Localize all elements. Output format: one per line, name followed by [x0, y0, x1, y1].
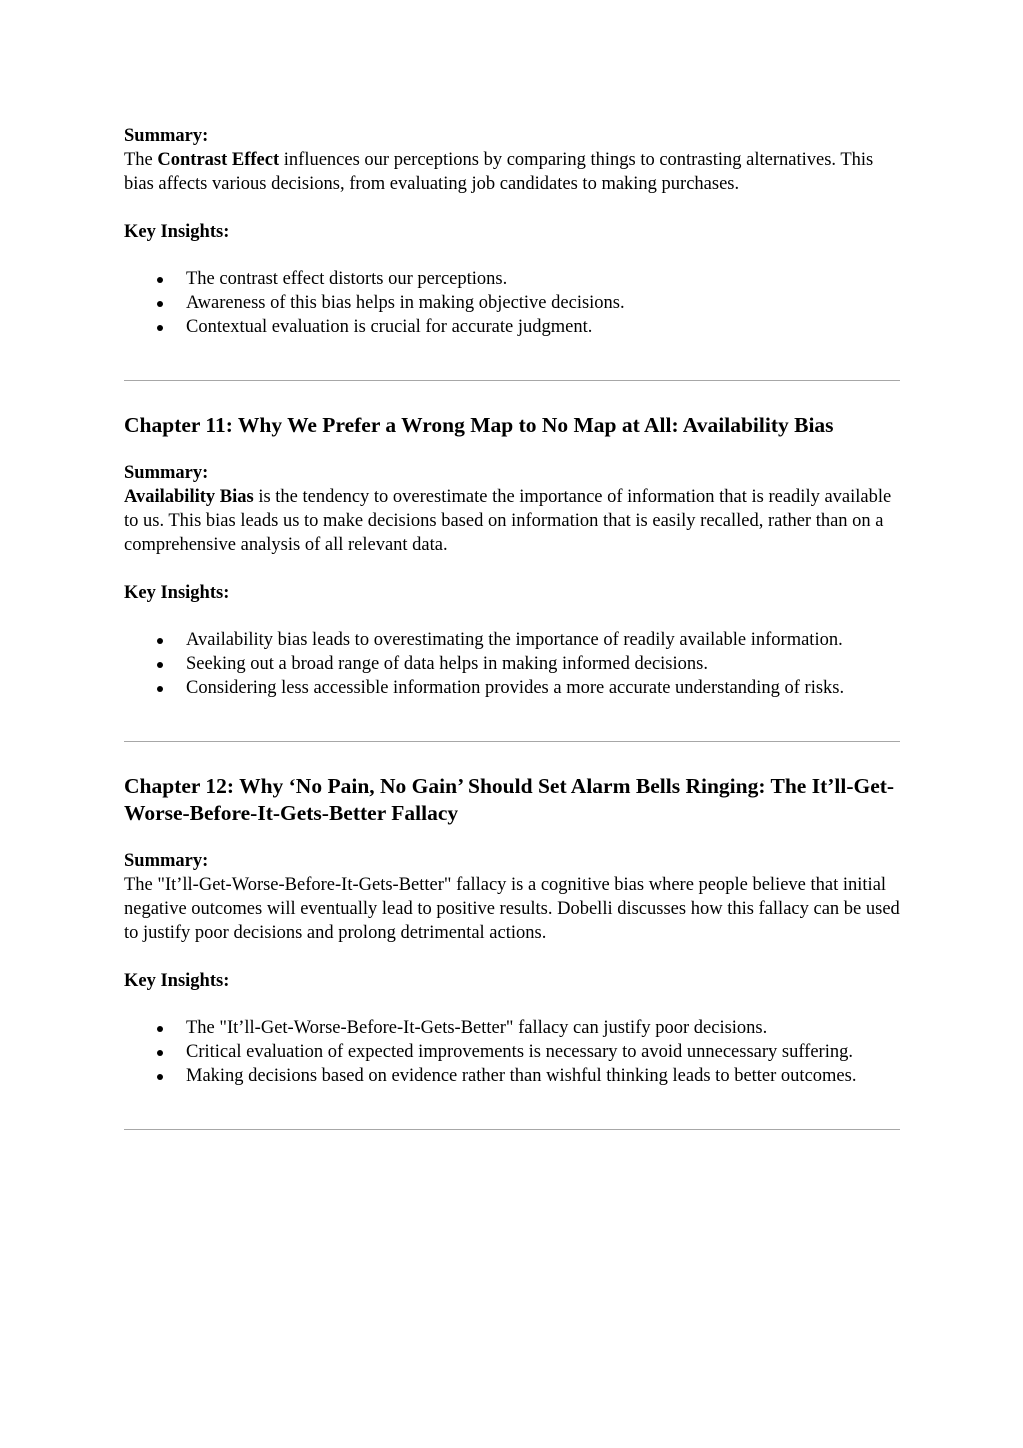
- list-item: Considering less accessible information provides a more accurate understanding of risks.: [186, 676, 900, 700]
- key-insights-list: [124, 1016, 900, 1088]
- list-item: Contextual evaluation is crucial for accurate judgment.: [186, 315, 900, 339]
- chapter-12-section: [124, 773, 900, 1088]
- key-insights-list: [124, 628, 900, 700]
- list-item: Critical evaluation of expected improvements is necessary to avoid unnecessary suffering.: [186, 1040, 900, 1064]
- list-item: Availability bias leads to overestimating the importance of readily available information.: [186, 628, 900, 652]
- list-item: Awareness of this bias helps in making objective decisions.: [186, 291, 900, 315]
- term-availability-bias: Availability Bias: [124, 487, 254, 507]
- list-item: The contrast effect distorts our perceptions.: [186, 267, 900, 291]
- document-page: [124, 124, 900, 1130]
- list-item: The "It’ll-Get-Worse-Before-It-Gets-Better" fallacy can justify poor decisions.: [186, 1016, 900, 1040]
- term-contrast-effect: Contrast Effect: [157, 150, 280, 170]
- chapter-12-title: Chapter 12: Why ‘No Pain, No Gain’ Should Set Alarm Bells Ringing: The It’ll-Get-Worse-Before-It-Gets-Better Fallacy: [124, 774, 895, 825]
- key-insights-label: Key Insights:: [124, 583, 230, 603]
- key-insights-list: [124, 267, 900, 339]
- summary-label: Summary:: [124, 851, 209, 871]
- contrast-effect-section: [124, 124, 900, 339]
- chapter-11-section: [124, 412, 900, 700]
- list-item: Seeking out a broad range of data helps in making informed decisions.: [186, 652, 900, 676]
- summary-label: Summary:: [124, 126, 209, 146]
- chapter-11-title: Chapter 11: Why We Prefer a Wrong Map to No Map at All: Availability Bias: [124, 413, 834, 437]
- key-insights-label: Key Insights:: [124, 971, 230, 991]
- summary-text: The "It’ll-Get-Worse-Before-It-Gets-Better" fallacy is a cognitive bias where people believe that initial negative outcomes will eventually lead to positive results. Dobelli discusses how this fallacy can be used to justify poor decisions and prolong detrimental actions.: [124, 875, 900, 943]
- summary-text: Availability Bias is the tendency to overestimate the importance of information that is readily available to us. This bias leads us to make decisions based on information that is easily recalled, rather than on a comprehensive analysis of all relevant data.: [124, 487, 892, 555]
- section-divider: [124, 741, 900, 742]
- summary-label: Summary:: [124, 463, 209, 483]
- section-divider: [124, 1129, 900, 1130]
- key-insights-label: Key Insights:: [124, 222, 230, 242]
- section-divider: [124, 380, 900, 381]
- list-item: Making decisions based on evidence rather than wishful thinking leads to better outcomes.: [186, 1064, 900, 1088]
- summary-text: The Contrast Effect influences our perceptions by comparing things to contrasting alternatives. This bias affects various decisions, from evaluating job candidates to making purchases.: [124, 150, 874, 194]
